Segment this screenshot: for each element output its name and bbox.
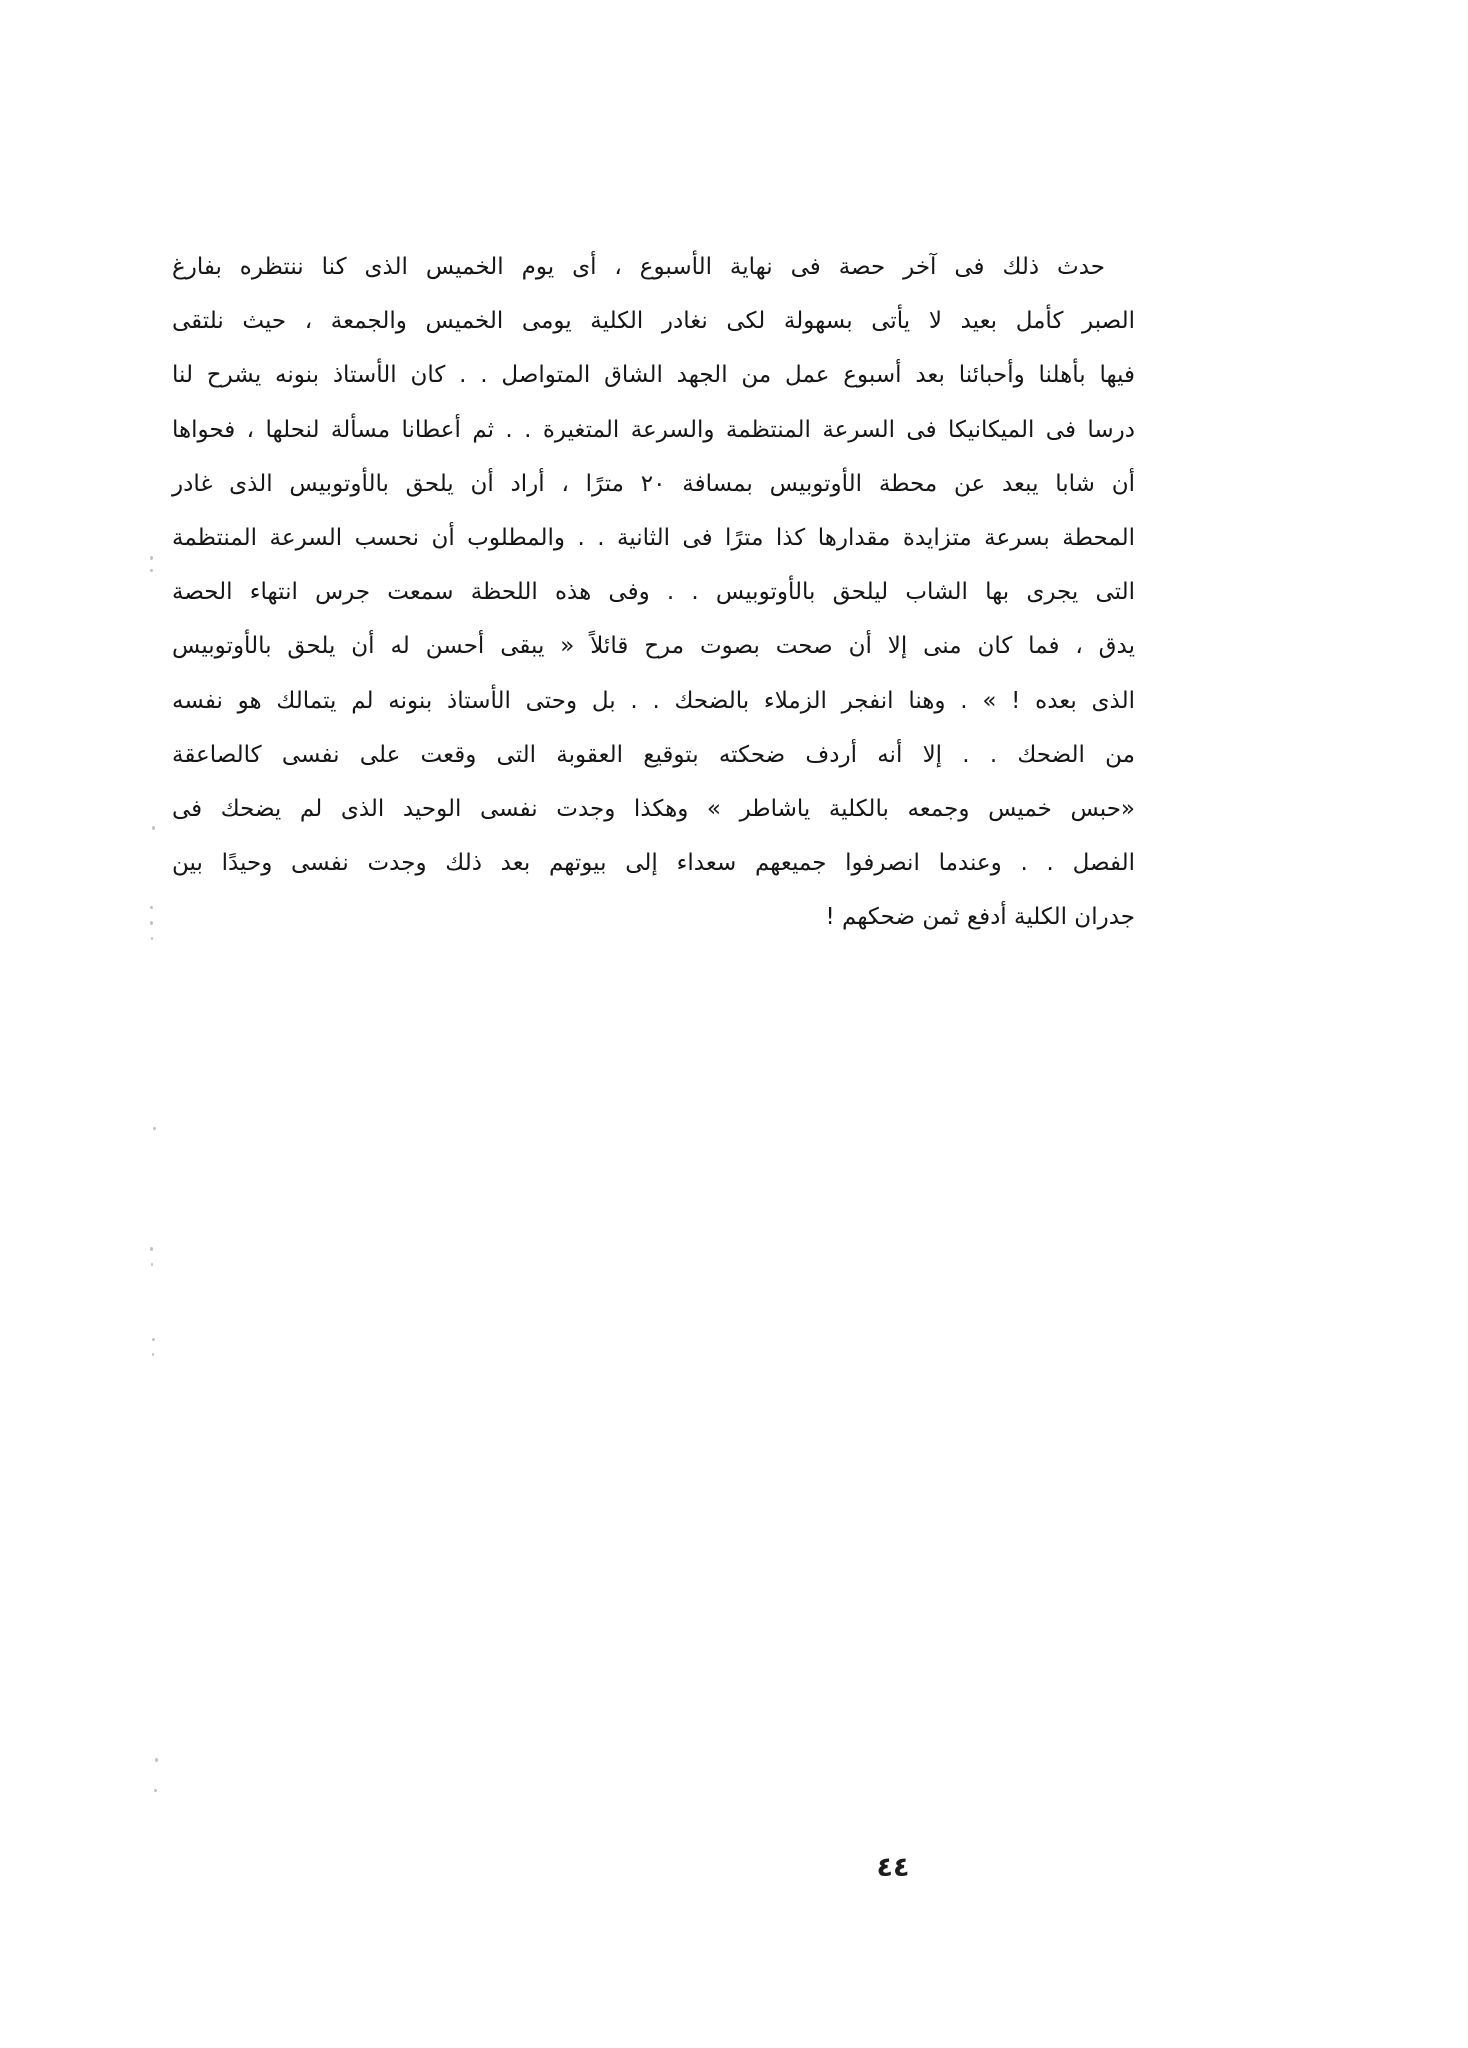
scan-artifact: [152, 1338, 155, 1341]
scan-artifact: [150, 1247, 153, 1251]
text-line-4: درسا فى الميكانيكا فى السرعة المنتظمة والسرعة المتغيرة . . ثم أعطانا مسألة لنحلها ، فحواها: [172, 416, 1135, 443]
scan-artifact: [151, 937, 153, 940]
scan-artifact: [155, 1758, 158, 1762]
text-line-12: الفصل . . وعندما انصرفوا جميعهم سعداء إلى بيوتهم بعد ذلك وجدت نفسى وحيدًا بين: [172, 850, 1135, 877]
scan-artifact: [150, 921, 153, 925]
paragraph-block: [172, 240, 1135, 944]
text-line-2: الصبر كأمل بعيد لا يأتى بسهولة لكى نغادر الكلية يومى الخميس والجمعة ، حيث نلتقى: [172, 308, 1135, 335]
page-number: ٤٤: [876, 1852, 910, 1883]
scan-artifact: [151, 1263, 153, 1266]
scan-artifact: [150, 569, 153, 572]
scan-artifact: [152, 1353, 154, 1356]
text-line-10: من الضحك . . إلا أنه أردف ضحكته بتوقيع العقوبة التى وقعت على نفسى كالصاعقة: [172, 741, 1135, 768]
scan-artifact: [152, 826, 155, 830]
text-line-3: فيها بأهلنا وأحبائنا بعد أسبوع عمل من الجهد الشاق المتواصل . . كان الأستاذ بنونه يشرح لنا: [172, 362, 1135, 389]
scan-artifact: [153, 1127, 156, 1130]
scan-artifact: [154, 1789, 157, 1792]
text-line-9: الذى بعده ! » . وهنا انفجر الزملاء بالضحك . . بل وحتى الأستاذ بنونه لم يتمالك هو نفسه: [172, 687, 1135, 714]
text-line-1: حدث ذلك فى آخر حصة فى نهاية الأسبوع ، أى يوم الخميس الذى كنا ننتظره بفارغ: [172, 254, 1105, 280]
text-line-11: «حبس خميس وجمعه بالكلية ياشاطر » وهكذا وجدت نفسى الوحيد الذى لم يضحك فى: [172, 795, 1135, 822]
text-line-13: جدران الكلية أدفع ثمن ضحكهم !: [825, 904, 1135, 931]
text-line-6: المحطة بسرعة متزايدة مقدارها كذا مترًا فى الثانية . . والمطلوب أن نحسب السرعة المنتظمة: [172, 524, 1135, 551]
scan-artifact: [150, 906, 153, 909]
text-line-7: التى يجرى بها الشاب ليلحق بالأوتوبيس . . وفى هذه اللحظة سمعت جرس انتهاء الحصة: [172, 579, 1135, 606]
text-line-5: أن شابا يبعد عن محطة الأوتوبيس بمسافة ٢٠ مترًا ، أراد أن يلحق بالأوتوبيس الذى غادر: [172, 470, 1136, 497]
text-line-8: يدق ، فما كان منى إلا أن صحت بصوت مرح قائلاً « يبقى أحسن له أن يلحق بالأوتوبيس: [172, 633, 1135, 660]
scan-artifact: [150, 556, 153, 560]
